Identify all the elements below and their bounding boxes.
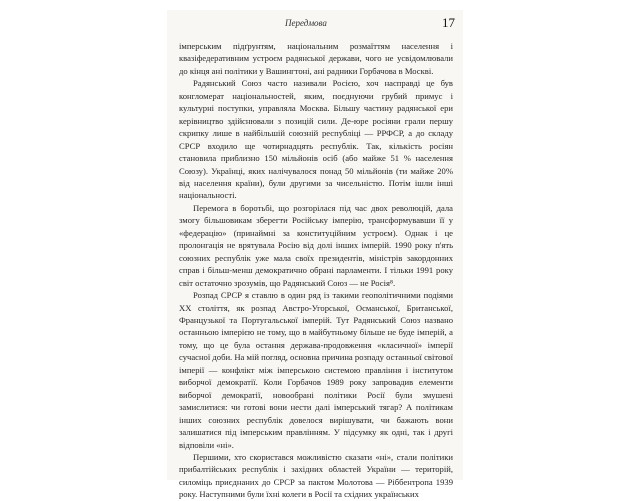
paragraph: Радянський Союз часто називали Росією, хоч насправді це був конгломерат національностей, яким, поєднуючи грубий примус і культурні поступки, управляла Москва. Більшу частину радянської ери керівництво здійснювали з позицій сили. Де-юре росіяни грали першу скрипку лише в найбільшій союзній республіці — РРФСР, а до складу СРСР входило ще чотирнадцять республік. Так, кількість росіян становила приблизно 150 мільйонів осіб (або майже 51 % населення Союзу). Українці, яких налічувалося понад 50 мільйонів (ти майже 20% від населення країни), були другими за чисельністю. Потім ішли інші національності. bbox=[179, 78, 453, 201]
paragraph: Перемога в боротьбі, що розгорілася під час двох революцій, дала змогу більшовикам зберегти Російську імперію, трансформувавши її у «федерацію» (принаймні за конституційним устроєм). Однак і це пролонгація не врятувала Росію від долі інших імперій. 1990 року п'ять союзних республік уже мала своїх президентів, міністрів закордонних справ і більш-менш демократично обрані парламенти. І тільки 1991 року світ остаточно зрозумів, що Радянський Союз — не Росія⁸. bbox=[179, 202, 453, 288]
page-number: 17 bbox=[442, 15, 455, 30]
paragraph: Розпад СРСР я ставлю в один ряд із такими геополітичними подіями ХХ століття, як розпад Австро-Угорської, Османської, Британської, Французької та Португальської імперій. Тут Радянський Союз названо останньою імперією не тому, що в майбутньому більше не буде імперій, а тому, що це була остання держава-продовження «класичної» імперії сучасної доби. На мій погляд, основна причина розпаду останньої світової імперії — конфлікт між імперською системою правління і інститутом виборчої демократії. Коли Горбачов 1989 року запровадив елементи виборчої демократії, новообрані політики Росії були змушені замислитися: чи готові вони нести далі імперський тягар? А політикам інших союзних республік довелося вирішувати, чи бажають вони залишатися під імперським правлінням. У підсумку як одні, так і другі відповіли «ні». bbox=[179, 290, 453, 450]
body-text bbox=[179, 40, 453, 501]
paragraph: імперським підґрунтям, національним розмаїттям населення і квазіфедеративним устроєм радянської держави, чого не усвідомлювали до кінця ані політики у Вашингтоні, ані радники Горбачова в Москві. bbox=[179, 41, 453, 76]
book-page bbox=[167, 10, 463, 500]
running-title: Передмова bbox=[285, 18, 327, 28]
paragraph: Першими, хто скористався можливістю сказати «ні», стали політики прибалтійських республік і західних областей України — територій, силоміць приєднаних до СРСР за пактом Молотова — Ріббентропа 1939 року. Наступними були їхні колеги в Росії та східних українських bbox=[179, 451, 453, 500]
running-header bbox=[167, 15, 463, 31]
